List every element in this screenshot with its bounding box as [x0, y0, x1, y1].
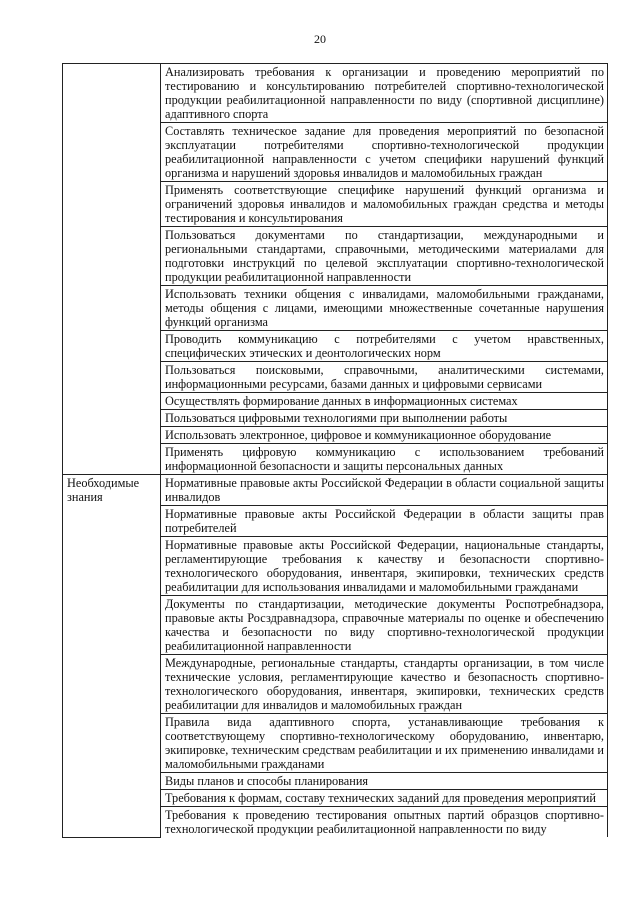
knowledge-item: Нормативные правовые акты Российской Федерации, национальные стандарты, регламентирующие требования к качеству и безопасности спортивно-технологического оборудования, инвентаря, экипировки, технических средств реабилитации для использования инвалидами и маломобильными гражданами [161, 537, 608, 596]
knowledge-item: Документы по стандартизации, методические документы Роспотребнадзора, правовые акты Росздравнадзора, справочные материалы по оценке и обеспечению качества и безопасности по виду спортивно-технологической продукции реабилитационной направленности [161, 596, 608, 655]
knowledge-item: Виды планов и способы планирования [161, 773, 608, 790]
skill-item: Использовать электронное, цифровое и коммуникационное оборудование [161, 427, 608, 444]
skill-item: Пользоваться цифровыми технологиями при выполнении работы [161, 410, 608, 427]
page-number: 20 [314, 32, 326, 46]
knowledge-item: Международные, региональные стандарты, стандарты организации, в том числе технические условия, регламентирующие качество и безопасность спортивно-технологического оборудования, инвентаря, экипировки, технических средств реабилитации для инвалидов и маломобильных граждан [161, 655, 608, 714]
knowledge-item-last [161, 807, 608, 838]
knowledge-label: Необходимые знания [63, 475, 161, 838]
skill-item: Пользоваться поисковыми, справочными, аналитическими системами, информационными ресурсами, базами данных и цифровыми сервисами [161, 362, 608, 393]
table-row [63, 475, 608, 506]
table-row [63, 64, 608, 123]
knowledge-item-text: Требования к проведению тестирования опытных партий образцов спортивно-технологической продукции реабилитационной направленности по виду [165, 808, 604, 836]
knowledge-item: Требования к формам, составу технических заданий для проведения мероприятий [161, 790, 608, 807]
skill-item: Применять цифровую коммуникацию с использованием требований информационной безопасности и защиты персональных данных [161, 444, 608, 475]
skill-item: Осуществлять формирование данных в информационных системах [161, 393, 608, 410]
skill-item: Проводить коммуникацию с потребителями с учетом нравственных, специфических этических и деонтологических норм [161, 331, 608, 362]
knowledge-item: Нормативные правовые акты Российской Федерации в области защиты прав потребителей [161, 506, 608, 537]
skills-label-cell [63, 64, 161, 475]
competency-table [62, 63, 608, 838]
knowledge-item: Нормативные правовые акты Российской Федерации в области социальной защиты инвалидов [161, 475, 608, 506]
knowledge-item: Правила вида адаптивного спорта, устанавливающие требования к соответствующему спортивно-технологическому оборудованию, инвентарю, экипировке, техническим средствам реабилитации и их применению инвалидами и маломобильными гражданами [161, 714, 608, 773]
skill-item: Применять соответствующие специфике нарушений функций организма и ограничений здоровья инвалидов и маломобильных граждан средства и методы тестирования и консультирования [161, 182, 608, 227]
skill-item: Использовать техники общения с инвалидами, маломобильными гражданами, методы общения с лицами, имеющими множественные сочетанные нарушения функций организма [161, 286, 608, 331]
skill-item: Пользоваться документами по стандартизации, международными и региональными стандартами, справочными, методическими материалами для подготовки инструкций по целевой эксплуатации спортивно-технологической продукции реабилитационной направленности [161, 227, 608, 286]
skill-item: Составлять техническое задание для проведения мероприятий по безопасной эксплуатации потребителями спортивно-технологической продукции реабилитационной направленности с учетом специфики нарушений функций организма и нарушений здоровья инвалидов и маломобильных граждан [161, 123, 608, 182]
skill-item: Анализировать требования к организации и проведению мероприятий по тестированию и консультированию потребителей спортивно-технологической продукции реабилитационной направленности по виду (спортивной дисциплине) адаптивного спорта [161, 64, 608, 123]
